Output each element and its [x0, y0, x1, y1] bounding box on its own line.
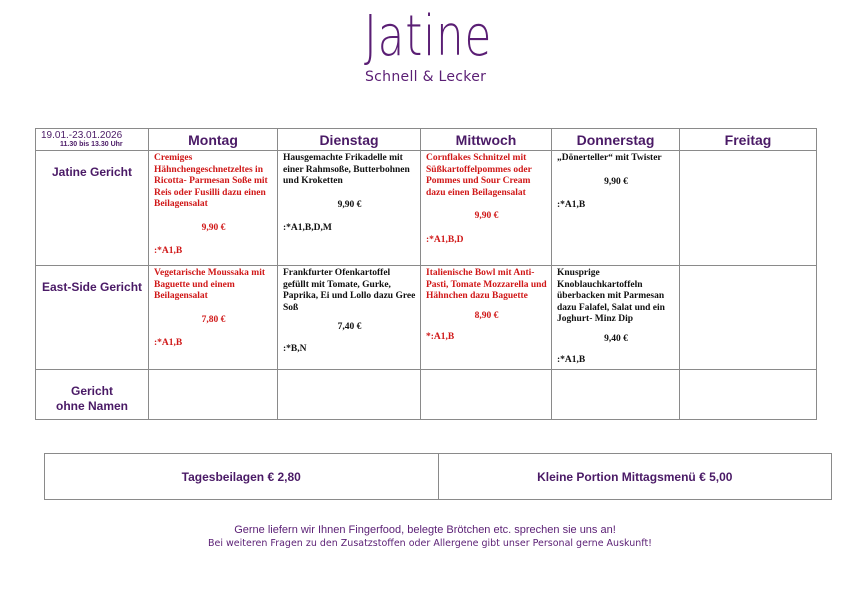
row-label-line2: ohne Namen [55, 399, 128, 413]
dish-allergens: :*A1,B,D [426, 234, 464, 245]
dish-price: 7,80 € [201, 314, 226, 325]
dish-cell-jatine-monday [149, 151, 278, 266]
row-label-line1: Gericht [70, 384, 113, 398]
row-label-jatine: Jatine Gericht [36, 151, 149, 266]
small-portion-price: Kleine Portion Mittagsmenü € 5,00 [537, 469, 733, 484]
empty-cell-thursday [552, 370, 680, 420]
dish-allergens: *:A1,B [426, 332, 455, 342]
row-east-side-dish [36, 266, 817, 370]
day-header-wednesday: Mittwoch [421, 129, 552, 151]
empty-cell-wednesday [421, 370, 552, 420]
dish-price: 9,90 € [337, 199, 362, 210]
dish-price: 8,90 € [474, 310, 499, 321]
dish-cell-east-monday [149, 266, 278, 370]
day-header-friday: Freitag [680, 129, 817, 151]
dish-text: Hausgemachte Frikadelle mit einer Rahmsoße, Butterbohnen und Kroketten [283, 153, 410, 186]
dish-allergens: :*A1,B [557, 200, 586, 210]
dish-allergens: :*A1,B,D,M [283, 223, 332, 233]
dish-cell-jatine-friday [680, 151, 817, 266]
logo-tagline: Schnell & Lecker [365, 69, 487, 85]
dish-price: 9,90 € [474, 211, 499, 221]
day-header-monday: Montag [149, 129, 278, 151]
side-dishes-price: Tagesbeilagen € 2,80 [45, 454, 439, 499]
allergen-note: Bei weiteren Fragen zu den Zusatzstoffen oder Allergene gibt unser Personal gerne Auskunft! [208, 538, 652, 549]
dish-cell-east-thursday [552, 266, 680, 370]
catering-note: Gerne liefern wir Ihnen Fingerfood, belegte Brötchen etc. sprechen sie uns an! [234, 524, 616, 536]
dish-cell-east-tuesday [278, 266, 421, 370]
dish-text: „Dönerteller“ mit Twister [557, 153, 662, 163]
row-label-east-side: East-Side Gericht [36, 266, 149, 370]
row-jatine-dish [36, 151, 817, 266]
dish-cell-east-friday [680, 266, 817, 370]
header-row [36, 129, 817, 151]
dish-allergens: :*B,N [283, 343, 307, 354]
dish-cell-east-wednesday [421, 266, 552, 370]
dish-allergens: :*A1,B [557, 355, 586, 365]
empty-cell-tuesday [278, 370, 421, 420]
dish-text: Vegetarische Moussaka mit Baguette und einem Beilagensalat [154, 268, 265, 301]
empty-cell-monday [149, 370, 278, 420]
dish-text: Cremiges Hähnchengeschnetzeltes in Ricotta- Parmesan Soße mit Reis oder Fusilli dazu einen Beilagensalat [154, 153, 268, 209]
serving-hours: 11.30 bis 13.30 Uhr [60, 141, 123, 148]
row-unnamed-dish [36, 370, 817, 420]
dish-allergens: :*A1,B [154, 246, 183, 256]
weekly-menu-table [35, 128, 817, 420]
dish-cell-jatine-tuesday [278, 151, 421, 266]
extras-box [44, 453, 832, 500]
empty-cell-friday [680, 370, 817, 420]
logo-brand: Jatine [364, 4, 493, 69]
day-header-tuesday: Dienstag [278, 129, 421, 151]
jatine-logo [360, 4, 500, 90]
dish-allergens: :*A1,B [154, 338, 183, 348]
dish-price: 7,40 € [337, 322, 362, 332]
dish-price: 9,90 € [604, 176, 628, 187]
day-header-thursday: Donnerstag [552, 129, 680, 151]
row-label-unnamed [36, 370, 149, 420]
dish-text: Cornflakes Schnitzel mit Süßkartoffelpommes oder Pommes und Sour Cream dazu einen Beilagensalat [426, 153, 532, 198]
dish-text: Frankfurter Ofenkartoffel gefüllt mit Tomate, Gurke, Paprika, Ei und Lollo dazu Gree Soß [283, 268, 416, 313]
date-cell [36, 129, 149, 151]
dish-text: Knusprige Knoblauchkartoffeln überbacken mit Parmesan dazu Falafel, Salat und ein Joghurt- Minz Dip [557, 268, 665, 324]
dish-cell-jatine-wednesday [421, 151, 552, 266]
date-range: 19.01.-23.01.2026 [41, 130, 123, 141]
dish-cell-jatine-thursday [552, 151, 680, 266]
dish-text: Italienische Bowl mit Anti-Pasti, Tomate Mozzarella und Hähnchen dazu Baguette [426, 268, 547, 301]
dish-price: 9,90 € [201, 222, 226, 233]
dish-price: 9,40 € [604, 333, 628, 344]
